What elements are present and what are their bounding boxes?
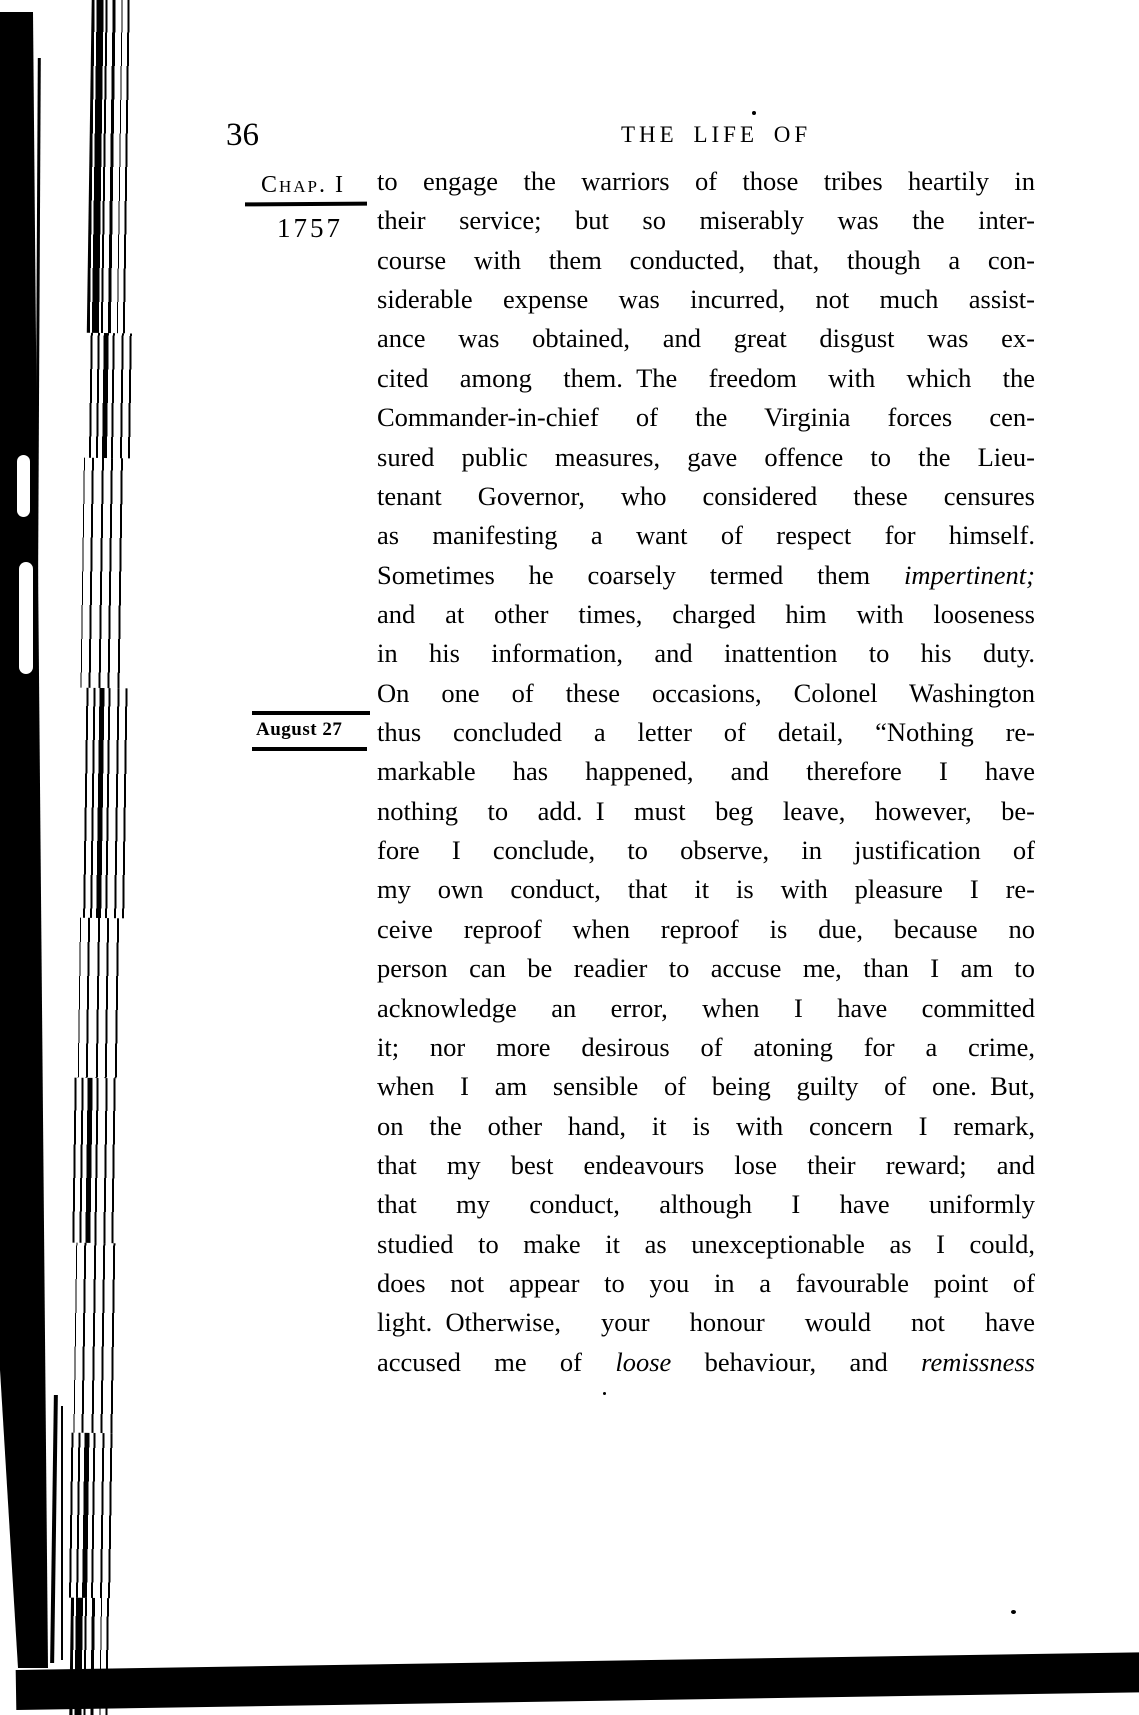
text-line bbox=[377, 1107, 1035, 1146]
text-run: behaviour, and bbox=[671, 1346, 922, 1377]
text-run: siderable expense was incurred, not much assist- bbox=[377, 284, 1035, 315]
margin-note-date: August 27 bbox=[256, 719, 343, 740]
text-run: as manifesting a want of respect for himself. bbox=[377, 520, 1035, 551]
text-line bbox=[377, 162, 1035, 201]
text-line bbox=[377, 1303, 1035, 1342]
text-run: accused me of bbox=[377, 1346, 616, 1377]
text-run: markable has happened, and therefore I have bbox=[377, 756, 1035, 787]
text-run: in his information, and inattention to his duty. bbox=[377, 638, 1035, 669]
text-run: that my conduct, although I have uniformly bbox=[377, 1189, 1035, 1220]
text-line bbox=[377, 1146, 1035, 1185]
text-run: ceive reproof when reproof is due, because no bbox=[377, 913, 1035, 944]
text-line bbox=[377, 634, 1035, 673]
text-line bbox=[377, 556, 1035, 595]
text-run: that my best endeavours lose their reward; and bbox=[377, 1149, 1035, 1180]
text-run: Sometimes he coarsely termed them bbox=[377, 559, 904, 590]
margin-rule bbox=[245, 202, 367, 207]
text-run: person can be readier to accuse me, than I am to bbox=[377, 953, 1035, 984]
scan-artifact-left-bar bbox=[0, 12, 48, 1668]
text-line bbox=[377, 792, 1035, 831]
running-header: THE LIFE OF bbox=[621, 122, 812, 147]
text-run: course with them conducted, that, though a con- bbox=[377, 244, 1035, 275]
scan-artifact-line bbox=[61, 1406, 63, 1660]
text-line bbox=[377, 1185, 1035, 1224]
text-line bbox=[377, 438, 1035, 477]
text-line bbox=[377, 1225, 1035, 1264]
scan-artifact-white-blob bbox=[19, 562, 33, 674]
text-line bbox=[377, 359, 1035, 398]
scan-artifact-stripe-segment bbox=[67, 1433, 115, 1599]
text-run: acknowledge an error, when I have committed bbox=[377, 992, 1035, 1023]
text-line bbox=[377, 595, 1035, 634]
text-run: to engage the warriors of those tribes heartily in bbox=[377, 166, 1035, 196]
scan-artifact-speck bbox=[1011, 1610, 1016, 1614]
scan-artifact-line bbox=[50, 1395, 58, 1663]
text-run: sured public measures, gave offence to the Lieu- bbox=[377, 441, 1035, 472]
text-run: does not appear to you in a favourable point of bbox=[377, 1268, 1035, 1299]
scan-artifact-line bbox=[34, 58, 41, 748]
body-text bbox=[377, 162, 1035, 1382]
italic-text-run: loose bbox=[615, 1346, 672, 1377]
margin-rule bbox=[252, 747, 367, 751]
text-line bbox=[377, 241, 1035, 280]
scan-artifact-stripe-segment bbox=[72, 1243, 121, 1434]
text-run: ance was obtained, and great disgust was ex- bbox=[377, 323, 1035, 354]
scan-artifact-white-blob bbox=[17, 455, 30, 517]
text-line bbox=[377, 910, 1035, 949]
text-run: my own conduct, that it is with pleasure I re- bbox=[377, 874, 1035, 905]
scan-artifact-stripe-segment bbox=[77, 918, 125, 1079]
text-run: on the other hand, it is with concern I remark, bbox=[377, 1110, 1035, 1141]
text-line bbox=[377, 516, 1035, 555]
text-line bbox=[377, 319, 1035, 358]
text-run: their service; but so miserably was the inter- bbox=[377, 205, 1035, 236]
scan-artifact-speck bbox=[603, 1392, 606, 1395]
text-line bbox=[377, 1264, 1035, 1303]
text-run: tenant Governor, who considered these censures bbox=[377, 480, 1035, 511]
text-line bbox=[377, 280, 1035, 319]
scan-artifact-binding-lines bbox=[66, 0, 138, 1715]
page-number: 36 bbox=[226, 117, 259, 153]
text-run: and at other times, charged him with looseness bbox=[377, 598, 1035, 629]
italic-text-run: remissness bbox=[921, 1346, 1035, 1377]
text-run: it; nor more desirous of atoning for a crime, bbox=[377, 1031, 1035, 1062]
scan-artifact-stripe-segment bbox=[87, 333, 135, 459]
text-run: nothing to add. I must beg leave, however, be- bbox=[377, 795, 1035, 826]
text-line bbox=[377, 989, 1035, 1028]
scan-artifact-stripe-segment bbox=[81, 688, 130, 919]
text-line bbox=[377, 1067, 1035, 1106]
text-line bbox=[377, 398, 1035, 437]
scan-artifact-stripe-segment bbox=[80, 458, 129, 689]
margin-rule bbox=[252, 711, 370, 715]
scan-artifact-bottom-bar bbox=[16, 1652, 1139, 1710]
italic-text-run: impertinent; bbox=[904, 559, 1035, 590]
text-run: light. Otherwise, your honour would not have bbox=[377, 1307, 1035, 1338]
text-line bbox=[377, 674, 1035, 713]
text-run: On one of these occasions, Colonel Washington bbox=[377, 677, 1035, 708]
scan-artifact-stripe-segment bbox=[87, 0, 138, 333]
text-line bbox=[377, 752, 1035, 791]
text-run: thus concluded a letter of detail, “Nothing re- bbox=[377, 717, 1035, 748]
text-run: when I am sensible of being guilty of one. But, bbox=[377, 1071, 1035, 1102]
text-line bbox=[377, 870, 1035, 909]
margin-note-chapter: Chap. I bbox=[261, 172, 346, 198]
text-line bbox=[377, 1343, 1035, 1382]
text-line bbox=[377, 713, 1035, 752]
text-line bbox=[377, 831, 1035, 870]
text-line bbox=[377, 949, 1035, 988]
text-run: studied to make it as unexceptionable as I could, bbox=[377, 1228, 1035, 1259]
text-run: fore I conclude, to observe, in justification of bbox=[377, 835, 1035, 866]
scan-artifact-stripe-segment bbox=[70, 1078, 118, 1244]
text-run: cited among them. The freedom with which the bbox=[377, 362, 1035, 393]
text-run: Commander-in-chief of the Virginia forces cen- bbox=[377, 402, 1035, 433]
text-line bbox=[377, 1028, 1035, 1067]
margin-note-year: 1757 bbox=[277, 213, 343, 243]
text-line bbox=[377, 477, 1035, 516]
scan-artifact-speck bbox=[752, 111, 756, 115]
text-line bbox=[377, 201, 1035, 240]
